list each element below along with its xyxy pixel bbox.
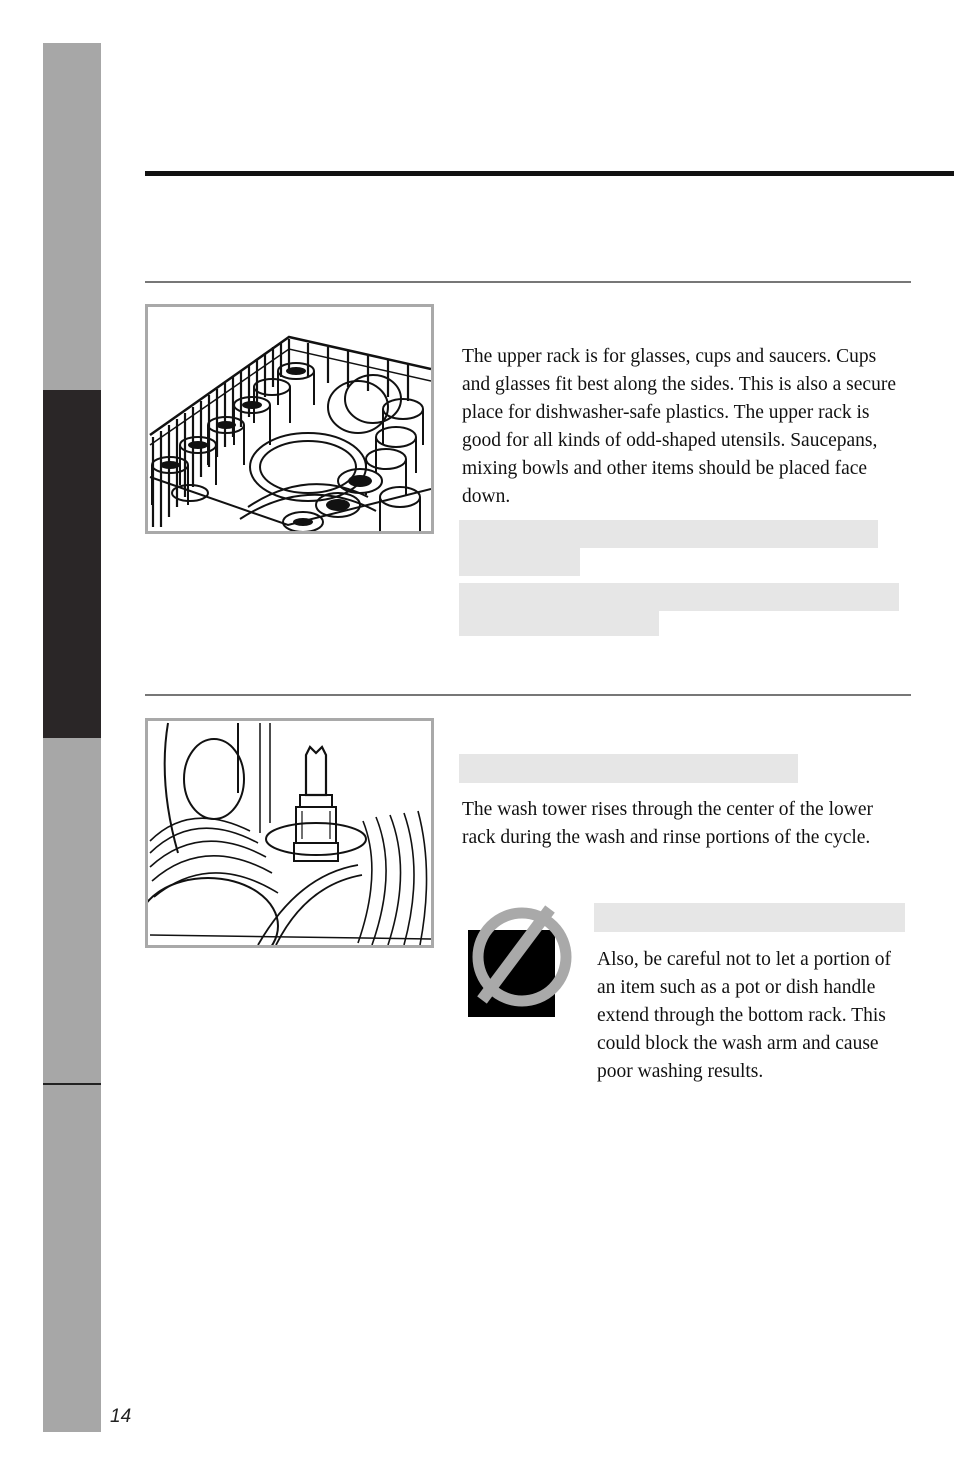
upper-rack-description: The upper rack is for glasses, cups and saucers. Cups and glasses fit best along the sides. This is also a secure place for dishwasher-safe plastics. The upper rack is good for all kinds of odd-shaped utensils. Saucepans, mixing bowls and other items should be placed face down. [462, 346, 896, 507]
side-tab-4 [43, 1083, 101, 1432]
prohibition-icon [466, 903, 578, 1018]
wash-tower-description: The wash tower rises through the center of the lower rack during the wash and rinse portions of the cycle. [462, 799, 873, 848]
side-tab-active [43, 390, 101, 738]
header-rule [145, 171, 954, 176]
wash-tower-illustration [145, 718, 434, 948]
redacted-text-block [459, 611, 659, 636]
page-number: 14 [110, 1406, 132, 1427]
caution-text: Also, be careful not to let a portion of an item such as a pot or dish handle extend through the bottom rack. This could block the wash arm and cause poor washing results. [597, 949, 892, 1082]
redacted-text-block [459, 583, 899, 611]
upper-rack-illustration [145, 304, 434, 534]
redacted-caution-heading [594, 903, 905, 932]
section-divider [145, 694, 911, 696]
redacted-text-block [459, 520, 878, 548]
section-divider [145, 281, 911, 283]
redacted-text-block [459, 548, 580, 576]
redacted-heading [459, 754, 798, 783]
side-tab-1 [43, 43, 101, 390]
side-tab-3 [43, 738, 101, 1083]
